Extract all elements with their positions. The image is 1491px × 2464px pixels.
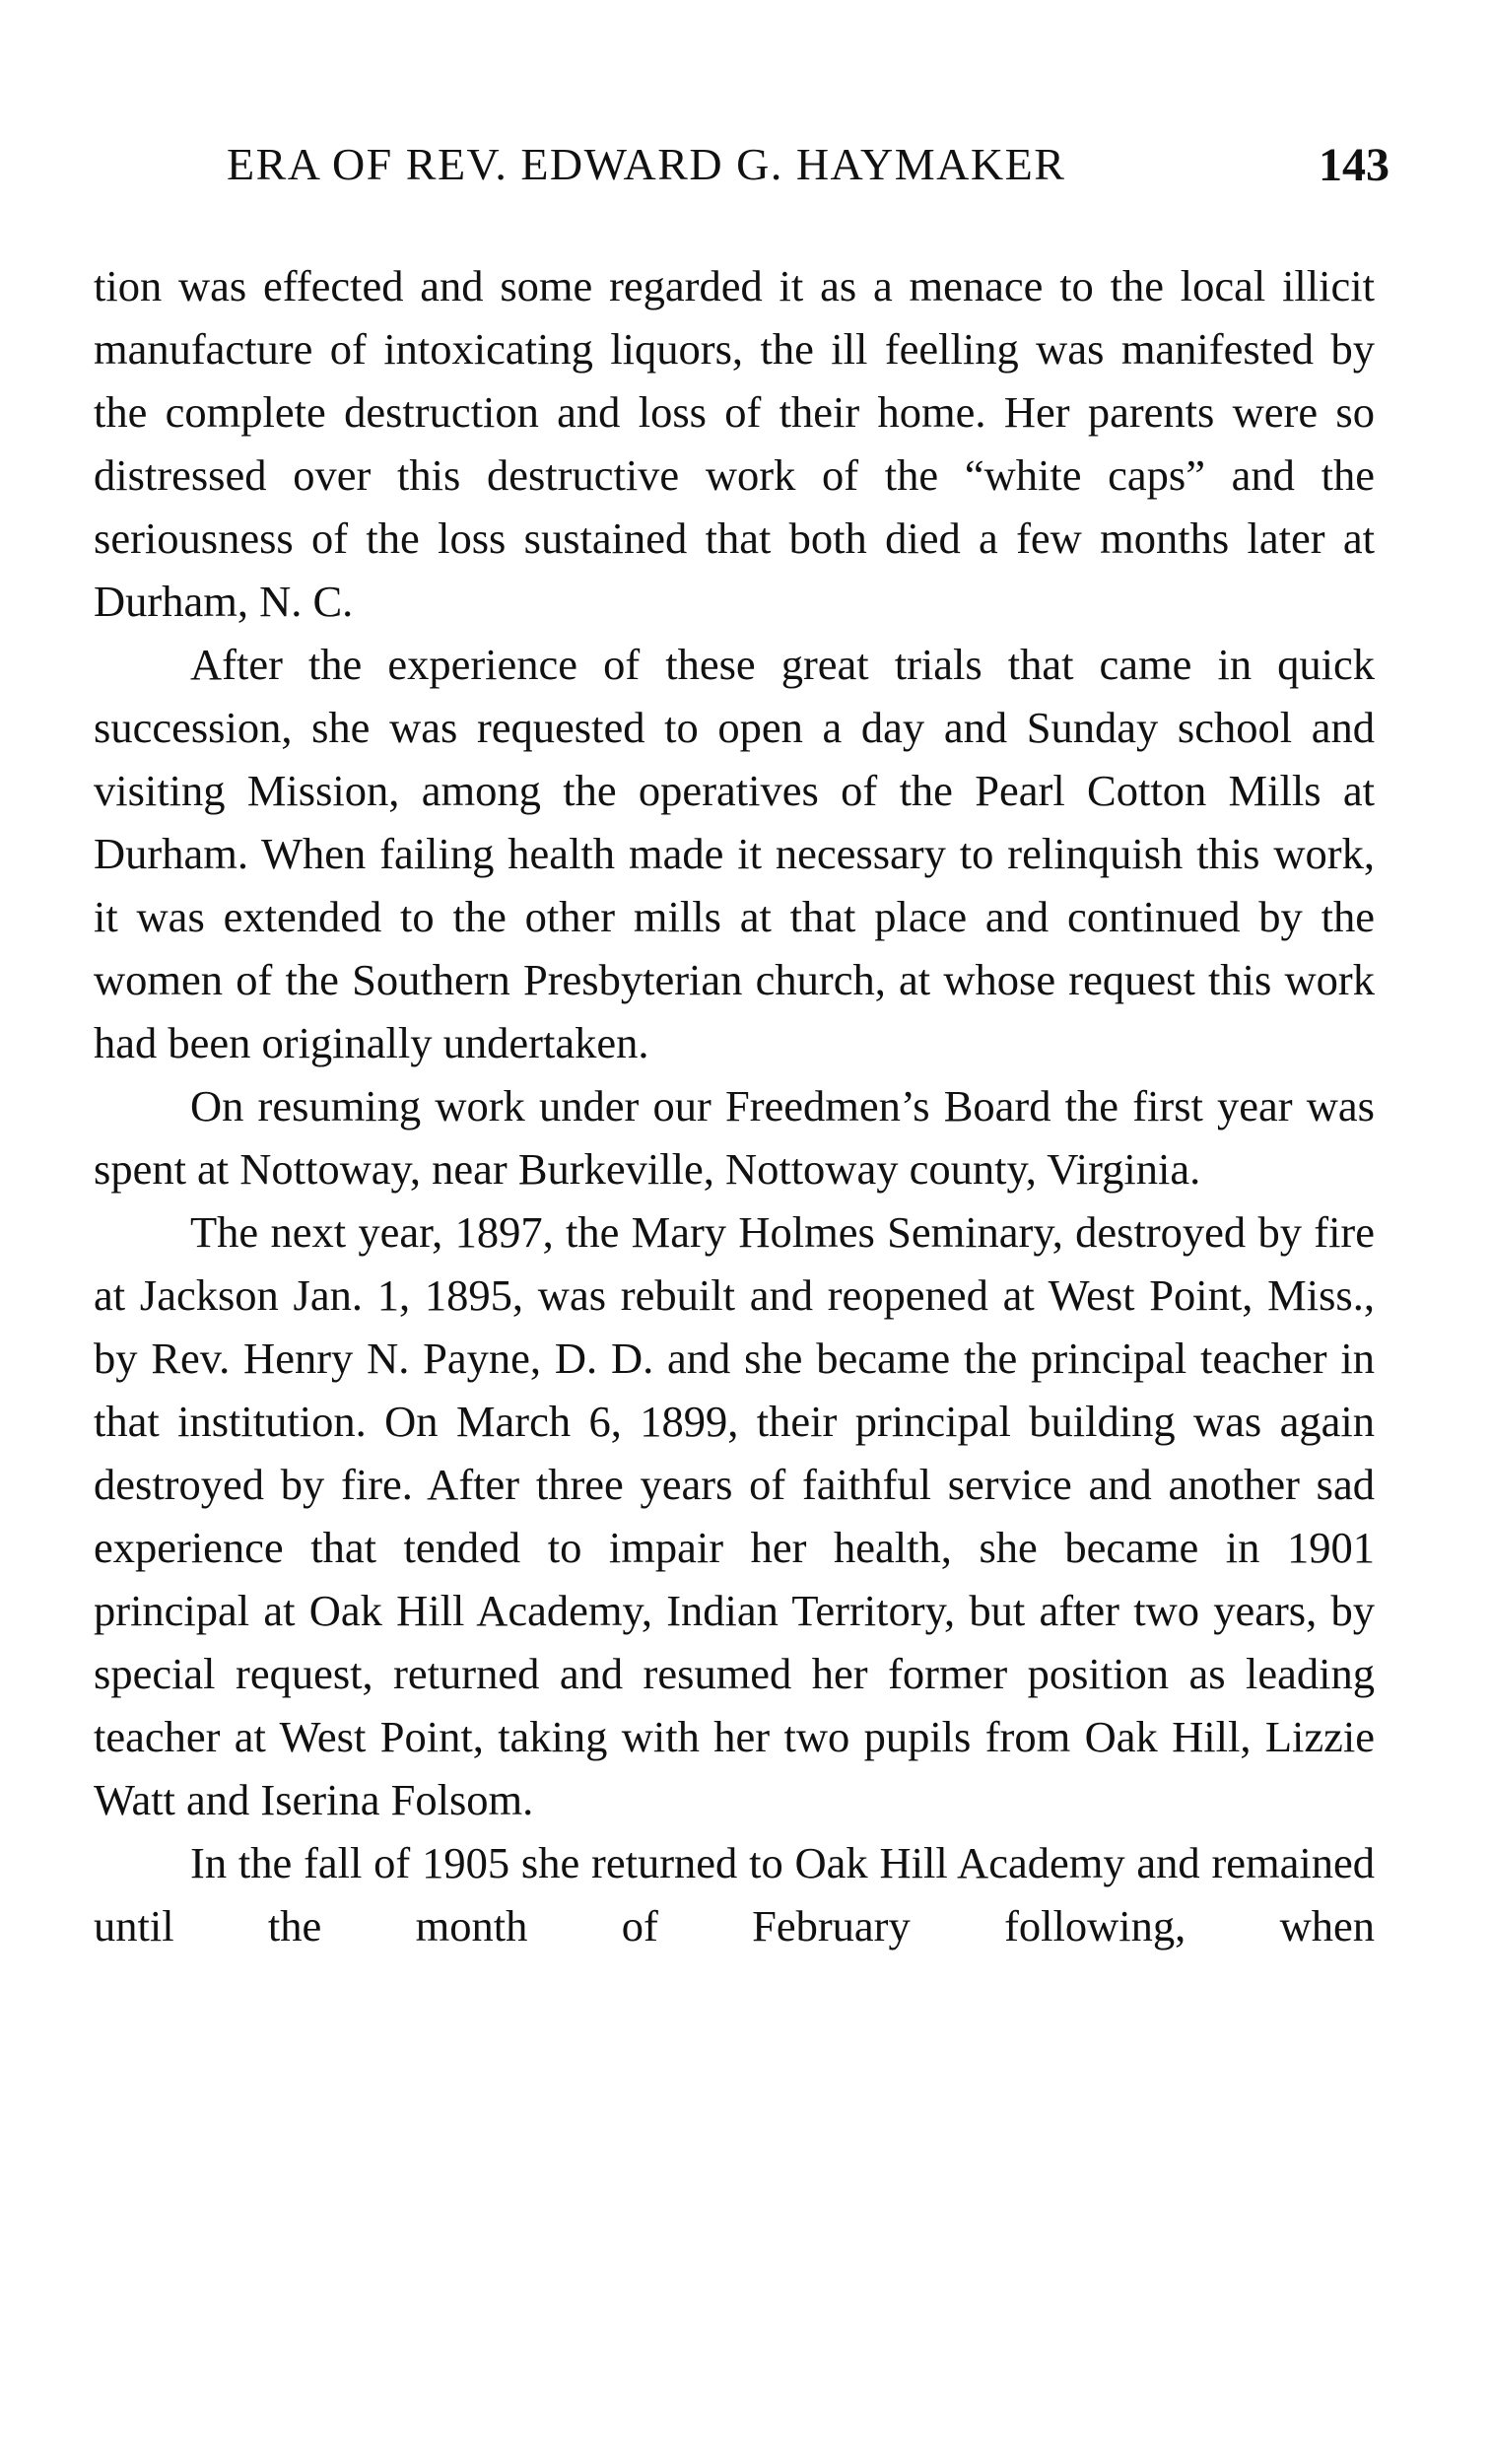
paragraph: The next year, 1897, the Mary Holmes Seminary, destroyed by fire at Jackson Jan. 1, 1895, was rebuilt and reopened at West Point, Miss., by Rev. Henry N. Payne, D. D. and she became the principal teacher in that institution. On March 6, 1899, their principal building was again destroyed by fire. After three years of faithful service and another sad experience that tended to impair her health, she became in 1901 principal at Oak Hill Academy, Indian Territory, but after two years, by special request, returned and resumed her former position as leading teacher at West Point, taking with her two pupils from Oak Hill, Lizzie Watt and Iserina Folsom.	[94, 1207, 1375, 1824]
paragraph-continued: tion was effected and some regarded it as a menace to the local illicit manufacture of intoxicating liquors, the ill feelling was manifested by the complete destruction and loss of their home. Her parents were so distressed over this destructive work of the “white caps” and the seriousness of the loss sustained that both died a few months later at Durham, N. C.	[94, 261, 1375, 626]
paragraph: After the experience of these great trials that came in quick succession, she was requested to open a day and Sunday school and visiting Mission, among the operatives of the Pearl Cotton Mills at Durham. When failing health made it necessary to relinquish this work, it was extended to the other mills at that place and continued by the women of the Southern Presbyterian church, at whose request this work had been originally undertaken.	[94, 640, 1375, 1067]
paragraph-continues: In the fall of 1905 she returned to Oak Hill Academy and remained until the month of February following, when	[94, 1838, 1375, 1951]
body-text	[94, 254, 1375, 1957]
page-number: 143	[1319, 139, 1389, 191]
running-head	[227, 138, 1389, 217]
paragraph: On resuming work under our Freedmen’s Board the first year was spent at Nottoway, near Burkeville, Nottoway county, Virginia.	[94, 1081, 1375, 1194]
running-head-title: ERA OF REV. EDWARD G. HAYMAKER	[227, 139, 1066, 189]
